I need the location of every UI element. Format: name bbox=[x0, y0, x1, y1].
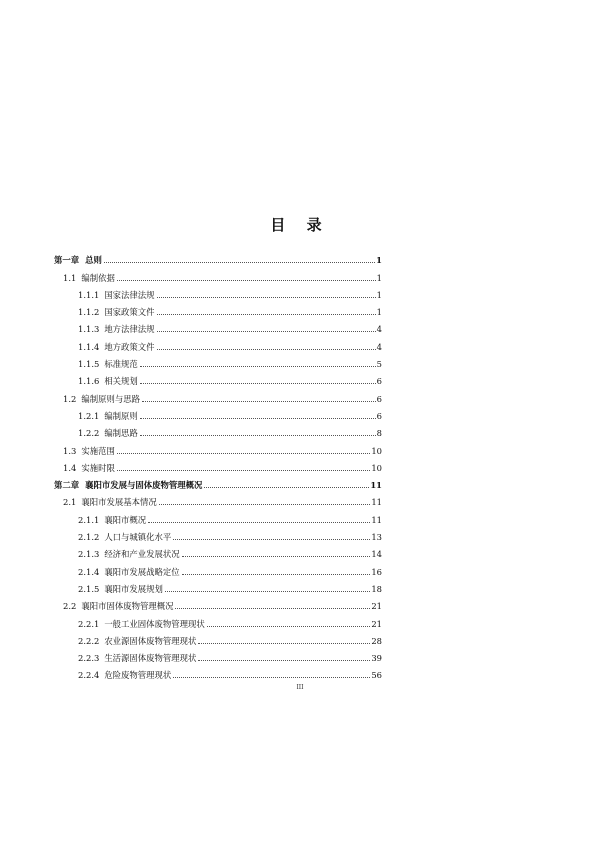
dot-leader bbox=[157, 296, 376, 298]
dot-leader bbox=[173, 676, 370, 678]
toc-entry-text: 危险废物管理现状 bbox=[104, 670, 172, 681]
toc-entry-page: 21 bbox=[371, 618, 382, 629]
toc-entry-number: 2.1.4 bbox=[78, 566, 100, 577]
toc-entry[interactable] bbox=[63, 594, 382, 611]
toc-entry[interactable] bbox=[63, 265, 382, 282]
dot-leader bbox=[117, 469, 371, 471]
toc-entry-text: 经济和产业发展状况 bbox=[104, 549, 180, 560]
toc-entry-page: 6 bbox=[376, 376, 382, 387]
toc-entry-page: 11 bbox=[370, 480, 382, 491]
toc-entry[interactable] bbox=[78, 611, 382, 628]
toc-entry-text: 农业源固体废物管理现状 bbox=[104, 635, 197, 646]
toc-entry[interactable] bbox=[54, 473, 382, 490]
toc-entry-number: 2.1.1 bbox=[78, 514, 100, 525]
toc-entry[interactable] bbox=[78, 334, 382, 351]
toc-entry-text: 一般工业固体废物管理现状 bbox=[104, 618, 205, 629]
toc-entry-number: 2.1.5 bbox=[78, 583, 100, 594]
dot-leader bbox=[198, 642, 370, 644]
toc-entry[interactable] bbox=[78, 525, 382, 542]
toc-entry-label bbox=[78, 342, 155, 352]
toc-entry-page: 11 bbox=[371, 514, 382, 525]
toc-entry-text: 襄阳市固体废物管理概况 bbox=[81, 601, 174, 612]
dot-leader bbox=[142, 400, 376, 402]
toc-entry-number: 1.2.2 bbox=[78, 428, 100, 439]
toc-entry-number: 1.2.1 bbox=[78, 410, 100, 421]
toc-entry-number: 1.3 bbox=[63, 445, 77, 456]
toc-entry[interactable] bbox=[78, 542, 382, 559]
toc-entry-text: 编制思路 bbox=[104, 428, 138, 439]
toc-entry-label bbox=[63, 446, 115, 456]
toc-entry[interactable] bbox=[78, 646, 382, 663]
dot-leader bbox=[204, 486, 369, 488]
dot-leader bbox=[207, 625, 371, 627]
toc-entry-number: 2.2.4 bbox=[78, 670, 100, 681]
toc-entry[interactable] bbox=[78, 421, 382, 438]
toc-entry-number: 2.1 bbox=[63, 497, 77, 508]
dot-leader bbox=[140, 365, 376, 367]
toc-entry-page: 21 bbox=[371, 601, 382, 612]
toc-entry-label bbox=[78, 428, 138, 438]
toc-entry-text: 生活源固体废物管理现状 bbox=[104, 653, 197, 664]
toc-entry-text: 实施范围 bbox=[81, 445, 115, 456]
toc-entry-number: 1.1.6 bbox=[78, 376, 100, 387]
toc-entry-number: 第一章 bbox=[54, 255, 80, 266]
toc-entry-number: 2.2.2 bbox=[78, 635, 100, 646]
toc-entry-page: 4 bbox=[376, 341, 382, 352]
dot-leader bbox=[159, 503, 371, 505]
toc-entry-text: 襄阳市发展战略定位 bbox=[104, 566, 180, 577]
dot-leader bbox=[157, 313, 376, 315]
toc-entry-label bbox=[78, 670, 171, 680]
toc-entry-label bbox=[63, 497, 157, 507]
dot-leader bbox=[173, 538, 370, 540]
toc-entry-page: 10 bbox=[371, 462, 382, 473]
toc-entry-text: 襄阳市概况 bbox=[104, 514, 147, 525]
dot-leader bbox=[140, 417, 376, 419]
toc-entry[interactable] bbox=[78, 663, 382, 680]
toc-entry-label bbox=[63, 394, 140, 404]
dot-leader bbox=[157, 330, 376, 332]
toc-entry-page: 10 bbox=[371, 445, 382, 456]
toc-entry-text: 实施时限 bbox=[81, 462, 115, 473]
toc-entry-label bbox=[78, 307, 155, 317]
toc-entry-label bbox=[78, 619, 205, 629]
toc-entry-page: 6 bbox=[376, 393, 382, 404]
toc-entry-page: 1 bbox=[376, 255, 382, 266]
toc-entry-label bbox=[78, 653, 196, 663]
toc-entry-number: 1.2 bbox=[63, 393, 77, 404]
toc-entry-number: 2.2.1 bbox=[78, 618, 100, 629]
toc-entry-page: 18 bbox=[371, 583, 382, 594]
toc-entry-label bbox=[63, 601, 173, 611]
toc-entry[interactable] bbox=[63, 438, 382, 455]
toc-entry-label bbox=[78, 359, 138, 369]
toc-entry-text: 编制依据 bbox=[81, 272, 115, 283]
table-of-contents bbox=[54, 248, 382, 680]
toc-entry-page: 4 bbox=[376, 324, 382, 335]
toc-entry[interactable] bbox=[63, 490, 382, 507]
page-number: III bbox=[296, 684, 304, 691]
toc-entry[interactable] bbox=[78, 559, 382, 576]
dot-leader bbox=[165, 590, 370, 592]
toc-entry-page: 39 bbox=[371, 653, 382, 664]
toc-entry-number: 1.1.5 bbox=[78, 359, 100, 370]
toc-entry-text: 编制原则 bbox=[104, 410, 138, 421]
toc-entry[interactable] bbox=[78, 404, 382, 421]
dot-leader bbox=[140, 382, 376, 384]
toc-entry-text: 襄阳市发展基本情况 bbox=[81, 497, 157, 508]
toc-entry-page: 13 bbox=[371, 532, 382, 543]
toc-entry-text: 标准规范 bbox=[104, 359, 138, 370]
toc-entry-page: 28 bbox=[371, 635, 382, 646]
toc-entry-label bbox=[78, 290, 155, 300]
toc-entry-number: 1.1.3 bbox=[78, 324, 100, 335]
toc-entry-label bbox=[63, 273, 115, 283]
toc-entry[interactable] bbox=[63, 386, 382, 403]
toc-entry-label bbox=[63, 463, 115, 473]
toc-entry-text: 襄阳市发展规划 bbox=[104, 583, 163, 594]
toc-entry-number: 2.1.3 bbox=[78, 549, 100, 560]
toc-entry-page: 6 bbox=[376, 410, 382, 421]
toc-entry-label bbox=[78, 584, 163, 594]
toc-entry-text: 相关规划 bbox=[104, 376, 138, 387]
toc-entry-label bbox=[78, 636, 196, 646]
toc-entry-label bbox=[78, 549, 180, 559]
dot-leader bbox=[175, 607, 370, 609]
toc-entry[interactable] bbox=[78, 629, 382, 646]
toc-entry-page: 14 bbox=[371, 549, 382, 560]
dot-leader bbox=[117, 279, 376, 281]
toc-entry-label bbox=[78, 324, 155, 334]
dot-leader bbox=[117, 452, 371, 454]
toc-entry-label bbox=[78, 411, 138, 421]
toc-entry-number: 2.2.3 bbox=[78, 653, 100, 664]
toc-entry-number: 2.2 bbox=[63, 601, 77, 612]
toc-entry[interactable] bbox=[78, 369, 382, 386]
toc-entry[interactable] bbox=[78, 577, 382, 594]
toc-entry-text: 地方政策文件 bbox=[104, 341, 155, 352]
toc-entry-number: 1.1.1 bbox=[78, 289, 100, 300]
dot-leader bbox=[198, 659, 370, 661]
dot-leader bbox=[104, 261, 375, 263]
toc-entry-text: 国家法律法规 bbox=[104, 289, 155, 300]
toc-entry-page: 11 bbox=[371, 497, 382, 508]
toc-entry-label bbox=[78, 532, 171, 542]
dot-leader bbox=[182, 555, 371, 557]
toc-entry-number: 1.1.4 bbox=[78, 341, 100, 352]
toc-entry[interactable] bbox=[78, 300, 382, 317]
toc-entry-number: 1.1.2 bbox=[78, 307, 100, 318]
toc-entry-text: 国家政策文件 bbox=[104, 307, 155, 318]
toc-entry-page: 5 bbox=[376, 359, 382, 370]
toc-entry-page: 56 bbox=[371, 670, 382, 681]
page-title: 目 录 bbox=[270, 216, 330, 234]
toc-entry-number: 2.1.2 bbox=[78, 532, 100, 543]
dot-leader bbox=[140, 434, 376, 436]
toc-entry-page: 8 bbox=[376, 428, 382, 439]
toc-entry-text: 襄阳市发展与固体废物管理概况 bbox=[85, 480, 203, 491]
toc-entry[interactable] bbox=[78, 507, 382, 524]
toc-entry-text: 地方法律法规 bbox=[104, 324, 155, 335]
toc-entry-label bbox=[78, 567, 180, 577]
dot-leader bbox=[148, 521, 370, 523]
toc-entry-page: 1 bbox=[376, 272, 382, 283]
dot-leader bbox=[157, 348, 376, 350]
toc-entry-label bbox=[78, 515, 146, 525]
toc-entry-text: 人口与城镇化水平 bbox=[104, 532, 172, 543]
toc-entry-page: 1 bbox=[376, 289, 382, 300]
toc-entry-text: 编制原则与思路 bbox=[81, 393, 140, 404]
toc-entry[interactable] bbox=[63, 456, 382, 473]
toc-entry-text: 总则 bbox=[85, 255, 102, 266]
toc-entry-page: 16 bbox=[371, 566, 382, 577]
toc-entry-number: 1.1 bbox=[63, 272, 77, 283]
toc-entry-label bbox=[54, 480, 202, 490]
toc-entry[interactable] bbox=[78, 283, 382, 300]
toc-entry-number: 第二章 bbox=[54, 480, 80, 491]
dot-leader bbox=[182, 573, 371, 575]
toc-entry-number: 1.4 bbox=[63, 462, 77, 473]
toc-entry[interactable] bbox=[78, 352, 382, 369]
toc-entry-label bbox=[54, 255, 102, 265]
toc-entry-page: 1 bbox=[376, 307, 382, 318]
toc-entry-label bbox=[78, 376, 138, 386]
toc-entry[interactable] bbox=[54, 248, 382, 265]
toc-entry[interactable] bbox=[78, 317, 382, 334]
